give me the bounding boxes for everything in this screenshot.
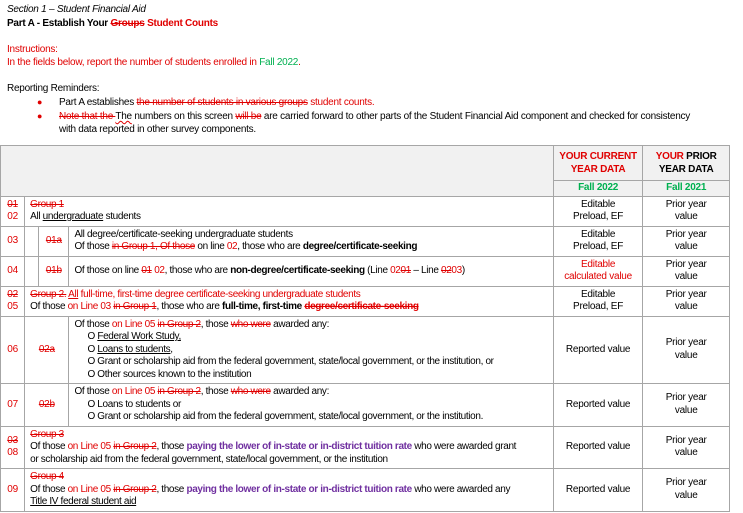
- text-segment: 07: [7, 398, 18, 410]
- text-segment: 08: [7, 447, 18, 459]
- description-line: [30, 496, 550, 509]
- text-segment: on Line 05: [67, 441, 114, 452]
- current-year-cell: [553, 469, 643, 512]
- text-segment: who were awarded any: [411, 483, 511, 495]
- text-segment: in Group 1, Of those: [111, 241, 195, 252]
- text-segment: on Line 03: [67, 301, 114, 312]
- line-number: [2, 484, 23, 497]
- text-segment: In the fields below, report the number of students enrolled in: [7, 57, 260, 68]
- line-number: [2, 301, 23, 314]
- table-body: [1, 196, 730, 511]
- prior-year-cell: [643, 256, 730, 286]
- line-number-cell: [1, 286, 25, 316]
- line-number-cell: [1, 256, 25, 286]
- prior-value-line: Prior year: [665, 337, 707, 349]
- header-blank-cell: [1, 146, 554, 197]
- prior-value-line: value: [674, 404, 698, 416]
- line-number: [2, 265, 23, 278]
- description-line: [74, 319, 549, 332]
- text-segment: Of those: [30, 441, 68, 452]
- instructions-label: Instructions:: [7, 44, 58, 55]
- text-segment: Part A - Establish Your: [7, 18, 111, 29]
- description-line: [74, 229, 549, 242]
- prior-year-cell: [643, 286, 730, 316]
- description-cell: [69, 316, 553, 384]
- text-segment: , those: [200, 386, 231, 397]
- text-segment: 02: [7, 288, 18, 300]
- text-segment: All: [30, 211, 43, 222]
- prior-year-header-cell-text: [645, 150, 727, 176]
- text-segment: (Line: [364, 264, 391, 276]
- text-segment: student counts: [307, 97, 372, 108]
- current-year-header-cell-text: [556, 150, 641, 176]
- text-segment: on Line 05: [111, 318, 158, 330]
- prior-value-line: Prior year: [665, 288, 707, 300]
- description-line: [74, 331, 549, 344]
- description-line: [30, 199, 550, 212]
- current-year-cell: [553, 286, 643, 316]
- current-value-line: Preload, EF: [573, 211, 624, 222]
- current-value-line: Reported value: [565, 343, 631, 355]
- text-segment: 01: [7, 198, 18, 210]
- text-segment: Of those: [30, 483, 68, 495]
- text-segment: The: [115, 111, 132, 122]
- prior-value-line: value: [674, 349, 698, 361]
- text-segment: , those who are: [164, 264, 231, 276]
- current-value-line: Editable: [581, 288, 616, 300]
- text-segment: , those: [156, 483, 187, 495]
- description-line: [30, 484, 550, 497]
- description-line: [30, 289, 550, 302]
- text-segment: in Group 1: [113, 301, 157, 312]
- prior-value-line: value: [674, 447, 698, 459]
- prior-value-line: value: [674, 211, 698, 222]
- line-number: [2, 435, 23, 448]
- description-cell: [25, 286, 554, 316]
- text-segment: Group 1: [30, 198, 64, 210]
- text-segment: 02: [390, 264, 401, 276]
- current-year-cell: [553, 226, 643, 256]
- text-segment: 05: [7, 301, 18, 312]
- text-segment: 01b: [45, 264, 62, 276]
- table-row: [1, 316, 730, 384]
- description-line: [30, 471, 550, 484]
- text-segment: PRIOR YEAR DATA: [658, 151, 717, 175]
- text-segment: O Grant or scholarship aid from the federal government, state/local government, or the institution.: [87, 411, 484, 422]
- text-segment: 02a: [38, 343, 55, 355]
- text-segment: non-degree/certificate-seeking: [230, 264, 365, 276]
- part-title: [7, 17, 737, 30]
- text-segment: on Line 05: [111, 386, 158, 397]
- text-segment: Fall 2022: [259, 57, 299, 68]
- prior-value-line: Prior year: [665, 258, 707, 270]
- text-segment: YOUR: [655, 151, 684, 162]
- text-segment: paying the lower of in-state or in-district tuition rate: [186, 441, 412, 452]
- current-value-line: Editable: [581, 198, 616, 210]
- line-number: [2, 399, 23, 412]
- prior-value-line: Prior year: [665, 392, 707, 404]
- current-period-label: Fall 2022: [578, 182, 619, 193]
- instructions-text: [7, 56, 737, 69]
- text-segment: who were: [230, 318, 271, 330]
- sub-number: [40, 265, 67, 278]
- line-number: [2, 211, 23, 224]
- current-value-line: Editable: [581, 228, 616, 240]
- table-row: [1, 256, 730, 286]
- description-line: [74, 241, 549, 254]
- reminders-label: Reporting Reminders:: [7, 83, 100, 94]
- description-cell: [25, 426, 554, 469]
- text-segment: Student Counts: [147, 18, 218, 29]
- text-segment: on line: [194, 241, 227, 252]
- reminder-text: [59, 96, 737, 109]
- text-segment: in Group 2: [113, 441, 157, 452]
- text-segment: YOUR CURRENT YEAR DATA: [559, 151, 637, 175]
- text-segment: Of those: [74, 386, 112, 397]
- text-segment: 09: [7, 483, 18, 495]
- line-number: [2, 447, 23, 460]
- text-segment: Of those: [74, 318, 112, 330]
- sub-number: [26, 399, 67, 412]
- description-line: [74, 344, 549, 357]
- current-value-line: Preload, EF: [573, 301, 624, 312]
- description-line: [30, 211, 550, 224]
- prior-year-header-cell: [643, 146, 730, 181]
- description-line: [74, 369, 549, 382]
- current-year-cell: [553, 256, 643, 286]
- text-segment: O Other sources known to the institution: [87, 368, 252, 380]
- current-value-line: Reported value: [565, 483, 631, 495]
- text-segment: in Group 2: [157, 318, 201, 330]
- text-segment: full-time, first-time degree certificate-seeking undergraduate students: [78, 288, 361, 300]
- prior-value-line: Prior year: [665, 198, 707, 210]
- text-segment: Title IV federal student aid: [30, 496, 137, 507]
- table-header-row-titles: [1, 146, 730, 181]
- indent-spacer-cell: [25, 256, 39, 286]
- description-cell: [25, 196, 554, 226]
- reminder-text: [59, 110, 737, 136]
- text-segment: , those who are: [237, 241, 303, 252]
- text-segment: are carried forward to other parts of the Student Financial Aid component and checked for consistency: [261, 111, 691, 122]
- text-segment: Groups: [110, 18, 145, 29]
- text-segment: All: [68, 288, 79, 300]
- text-segment: 01: [141, 264, 152, 276]
- line-number-cell: [1, 426, 25, 469]
- reminder-item: [7, 96, 737, 109]
- line-number-cell: [1, 469, 25, 512]
- prior-value-line: value: [674, 271, 698, 282]
- prior-period-cell: [643, 181, 730, 197]
- prior-value-line: value: [674, 241, 698, 252]
- text-segment: Of those: [30, 301, 68, 312]
- table-row: [1, 469, 730, 512]
- prior-year-cell: [643, 316, 730, 384]
- table-row: [1, 426, 730, 469]
- text-segment: 06: [7, 343, 18, 355]
- description-line: [74, 411, 549, 424]
- reminder-line: [59, 123, 737, 136]
- description-line: [74, 265, 549, 278]
- text-segment: Of those on line: [74, 264, 142, 276]
- text-segment: degree/certificate-seeking: [304, 301, 419, 312]
- current-year-cell: [553, 316, 643, 384]
- line-number: [2, 289, 23, 302]
- line-number-cell: [1, 316, 25, 384]
- line-number: [2, 344, 23, 357]
- line-number-cell: [1, 226, 25, 256]
- description-cell: [25, 469, 554, 512]
- text-segment: 03: [451, 264, 462, 276]
- table-row: [1, 226, 730, 256]
- text-segment: Group 4: [30, 471, 64, 482]
- prior-year-cell: [643, 384, 730, 427]
- text-segment: 01a: [45, 234, 62, 246]
- description-line: [30, 429, 550, 442]
- line-number-cell: [1, 384, 25, 427]
- description-line: [74, 399, 549, 412]
- text-segment: Federal Work Study,: [97, 331, 181, 342]
- text-segment: O: [87, 331, 98, 342]
- current-period-cell: [553, 181, 643, 197]
- text-segment: Group 2.: [30, 288, 67, 300]
- text-segment: O Loans to students or: [87, 398, 181, 410]
- text-segment: full-time, first-time: [222, 301, 302, 312]
- description-line: [30, 441, 550, 454]
- text-segment: who were awarded grant: [411, 441, 517, 452]
- description-line: [30, 454, 550, 467]
- text-segment: who were: [230, 386, 271, 397]
- prior-value-line: value: [674, 301, 698, 312]
- text-segment: degree/certificate-seeking: [302, 241, 418, 252]
- text-segment: , those who are: [156, 301, 222, 312]
- text-segment: .: [298, 57, 301, 68]
- text-segment: O: [87, 343, 98, 355]
- bullet-icon: ●: [37, 97, 43, 107]
- text-segment: 02b: [38, 398, 55, 410]
- description-cell: [69, 226, 553, 256]
- sub-number-cell: [25, 316, 69, 384]
- text-segment: 02: [154, 264, 165, 276]
- text-segment: Of those: [74, 241, 112, 252]
- text-segment: 03: [7, 434, 18, 446]
- text-segment: Note that the: [59, 111, 116, 122]
- text-segment: on Line 05: [67, 483, 114, 495]
- text-segment: Part A establishes: [59, 97, 137, 108]
- current-value-line: Reported value: [565, 398, 631, 410]
- text-segment: Group 3: [30, 428, 64, 440]
- reminder-item: [7, 110, 737, 136]
- line-number-cell: [1, 196, 25, 226]
- text-segment: 03: [7, 234, 18, 246]
- text-segment: 02: [7, 211, 18, 222]
- description-line: [74, 386, 549, 399]
- reminder-line: [59, 110, 737, 123]
- table-row: [1, 384, 730, 427]
- text-segment: in Group 2: [113, 483, 157, 495]
- line-number: [2, 199, 23, 212]
- instructions-text-text: [7, 56, 737, 69]
- text-segment: in Group 2: [157, 386, 201, 397]
- prior-year-cell: [643, 226, 730, 256]
- description-line: [30, 301, 550, 314]
- description-cell: [69, 256, 553, 286]
- prior-year-cell: [643, 196, 730, 226]
- sub-number-cell: [39, 256, 69, 286]
- prior-value-line: Prior year: [665, 477, 707, 489]
- current-year-cell: [553, 196, 643, 226]
- indent-spacer-cell: [25, 226, 39, 256]
- text-segment: with data reported in other survey components.: [59, 124, 256, 135]
- text-segment: 01: [400, 264, 411, 276]
- table-row: [1, 286, 730, 316]
- part-title-text: [7, 17, 737, 30]
- current-value-line: calculated value: [564, 271, 632, 282]
- text-segment: will be: [235, 111, 262, 122]
- text-segment: .: [371, 97, 375, 108]
- line-number: [2, 235, 23, 248]
- sub-number-cell: [39, 226, 69, 256]
- prior-period-label: Fall 2021: [666, 182, 707, 193]
- text-segment: numbers on this screen: [131, 111, 236, 122]
- description-cell: [69, 384, 553, 427]
- text-segment: the number of students in various groups: [136, 97, 308, 108]
- prior-year-cell: [643, 469, 730, 512]
- current-year-cell: [553, 426, 643, 469]
- text-segment: undergraduate: [42, 211, 104, 222]
- text-segment: 04: [7, 264, 18, 276]
- text-segment: , those: [156, 441, 187, 452]
- text-segment: awarded any:: [270, 386, 330, 397]
- student-counts-table: [0, 145, 730, 512]
- text-segment: 02: [226, 241, 238, 252]
- text-segment: students: [103, 211, 141, 222]
- text-segment: 02: [440, 264, 452, 276]
- bullet-icon: ●: [37, 111, 43, 121]
- text-segment: Loans to students,: [97, 343, 173, 355]
- sub-number-cell: [25, 384, 69, 427]
- text-segment: awarded any:: [270, 318, 330, 330]
- text-segment: ): [461, 264, 465, 276]
- current-value-line: Preload, EF: [573, 241, 624, 252]
- description-line: [74, 356, 549, 369]
- prior-value-line: value: [674, 489, 698, 501]
- current-value-line: Reported value: [565, 441, 631, 452]
- text-segment: or scholarship aid from the federal government, state/local government, or the institution: [30, 453, 388, 465]
- text-segment: O Grant or scholarship aid from the federal government, state/local government, or the institution, or: [87, 356, 494, 367]
- sub-number: [40, 235, 67, 248]
- text-segment: , those: [200, 318, 231, 330]
- reminder-list: [7, 96, 737, 136]
- prior-year-cell: [643, 426, 730, 469]
- sub-number: [26, 344, 67, 357]
- text-segment: All degree/certificate-seeking undergraduate students: [74, 228, 293, 240]
- table-row: [1, 196, 730, 226]
- prior-value-line: Prior year: [665, 434, 707, 446]
- document-header: [0, 0, 743, 136]
- current-year-header-cell: [553, 146, 643, 181]
- text-segment: – Line: [410, 264, 441, 276]
- prior-value-line: Prior year: [665, 228, 707, 240]
- current-year-cell: [553, 384, 643, 427]
- current-value-line: Editable: [581, 258, 616, 270]
- reminder-line: [59, 96, 737, 109]
- section-title: Section 1 – Student Financial Aid: [7, 4, 146, 15]
- text-segment: paying the lower of in-state or in-district tuition rate: [186, 483, 412, 495]
